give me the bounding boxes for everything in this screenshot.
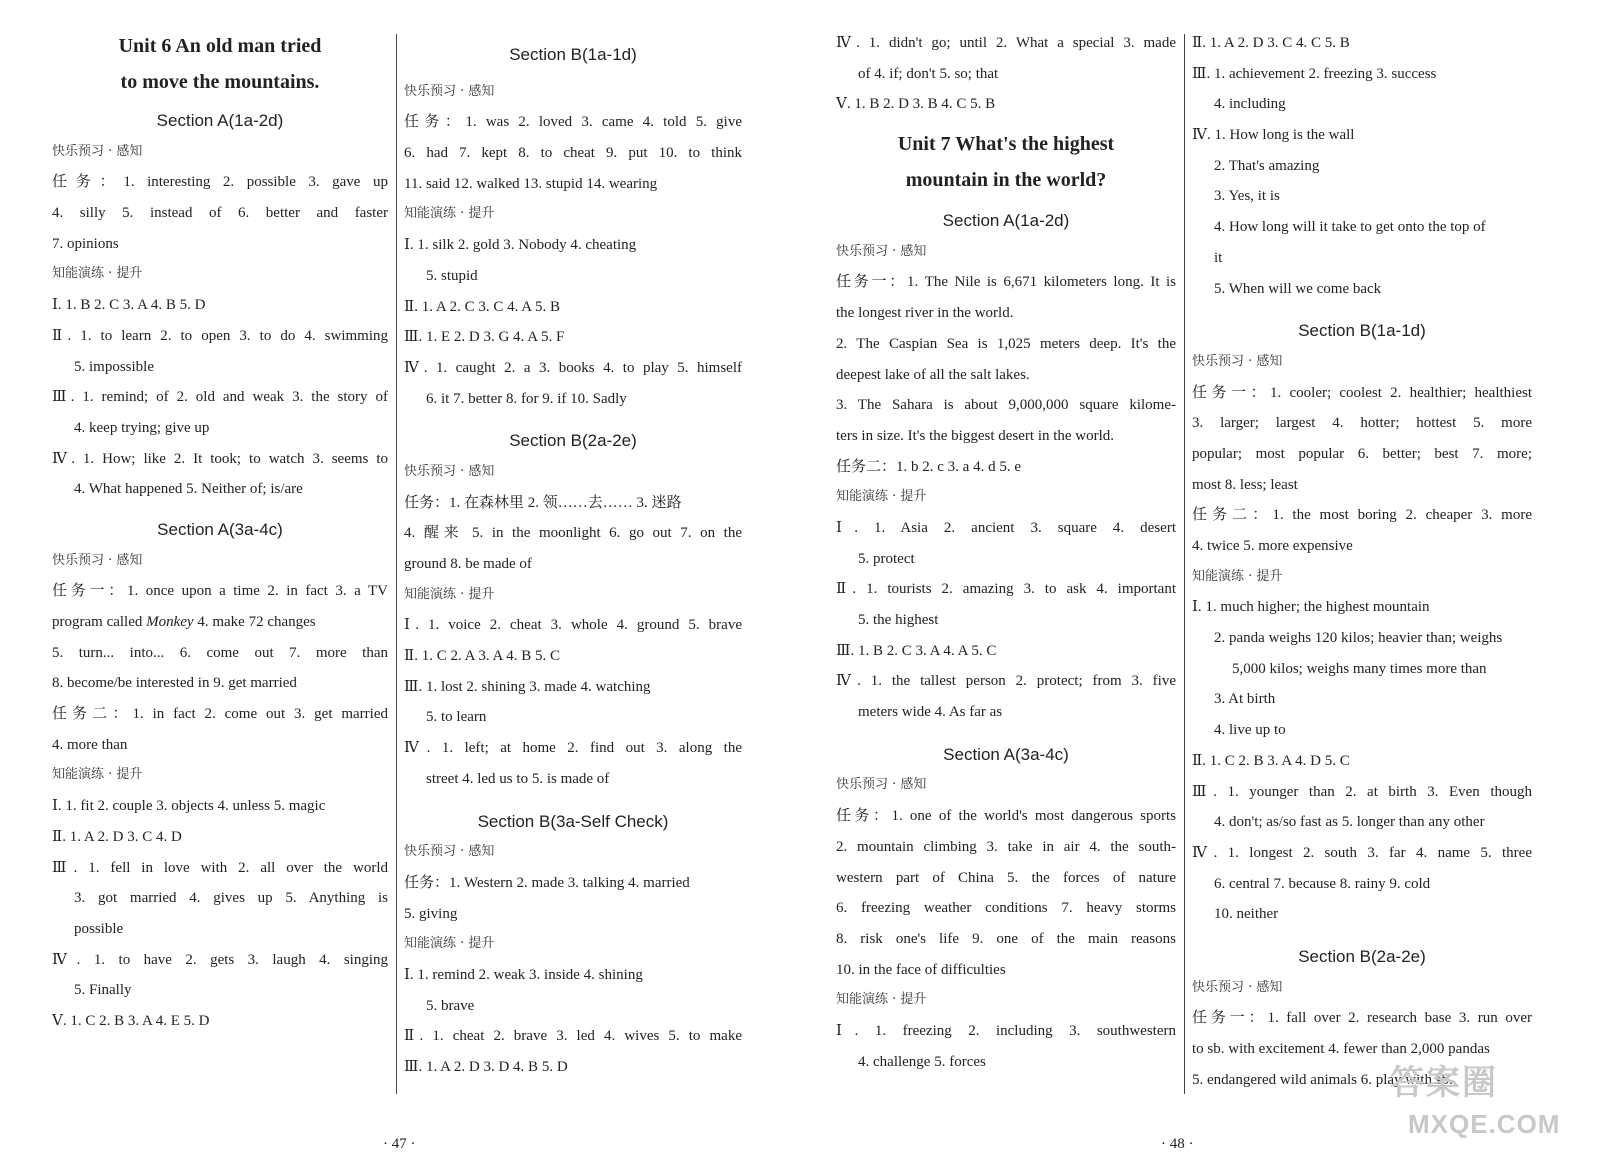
answer-line: Ⅱ. 1. A 2. D 3. C 4. C 5. B [1192,35,1350,51]
answer-line: 任务：1. interesting 2. possible 3. gave up [52,174,388,191]
answer-line: deepest lake of all the salt lakes. [836,366,1030,383]
section-heading: Section A(1a-2d) [942,211,1070,231]
answer-line: 任务：1. 在森林里 2. 领……去…… 3. 迷路 [404,494,682,511]
answer-line: 4. What happened 5. Neither of; is/are [74,481,303,498]
answer-line: to sb. with excitement 4. fewer than 2,000 pandas [1192,1041,1490,1057]
answer-line: 5. When will we come back [1214,280,1382,297]
answer-line: Ⅲ. 1. fell in love with 2. all over the world [52,859,388,876]
subheading-practice: 知能演练 · 提升 [52,266,143,282]
answer-line: Ⅳ. 1. the tallest person 2. protect; from 3. five [836,673,1176,690]
answer-line: Ⅳ. 1. How long is the wall [1192,127,1355,144]
answer-line: popular; most popular 6. better; best 7. more; [1192,445,1532,462]
answer-line: 11. said 12. walked 13. stupid 14. wearing [404,175,658,192]
answer-line: 8. risk one's life 9. one of the main reasons [836,930,1176,947]
answer-line: Ⅴ. 1. B 2. D 3. B 4. C 5. B [836,96,996,113]
subheading-practice: 知能演练 · 提升 [1192,568,1283,584]
answer-line: 5. to learn [426,709,487,726]
answer-line: 4. 醒来 5. in the moonlight 6. go out 7. on the [404,525,742,542]
answer-line: 3. larger; largest 4. hotter; hottest 5. more [1192,415,1532,432]
answer-line: Ⅰ. 1. silk 2. gold 3. Nobody 4. cheating [404,237,637,254]
answer-line: 4. challenge 5. forces [858,1053,986,1070]
watermark [1390,1055,1570,1155]
section-heading: Section B(1a-1d) [509,45,637,64]
answer-line: 3. Yes, it is [1214,188,1280,205]
answer-line: street 4. led us to 5. is made of [426,770,610,787]
answer-line: Ⅱ. 1. C 2. B 3. A 4. D 5. C [1192,752,1350,769]
answer-line: 5. giving [404,905,458,922]
answer-line: most 8. less; least [1192,476,1298,493]
subheading-practice: 知能演练 · 提升 [404,586,495,602]
answer-line: 4. live up to [1214,722,1286,739]
answer-line: Ⅳ. 1. longest 2. south 3. far 4. name 5. three [1192,844,1532,861]
answer-line: Ⅴ. 1. C 2. B 3. A 4. E 5. D [52,1012,210,1029]
subheading-practice: 知能演练 · 提升 [52,767,143,783]
answer-line: Ⅱ. 1. C 2. A 3. A 4. B 5. C [404,648,561,665]
answer-line: Ⅲ. 1. A 2. D 3. D 4. B 5. D [404,1059,568,1075]
column-4 [1192,28,1532,1095]
subheading-preview: 快乐预习 · 感知 [52,143,143,159]
answer-text: program called [52,614,147,630]
watermark-url: MXQE.COM [1408,1109,1561,1139]
answer-line: Ⅰ. 1. Asia 2. ancient 3. square 4. desert [836,519,1176,536]
answer-line: meters wide 4. As far as [858,704,1003,721]
unit-7-title-line2: mountain in the world? [905,169,1107,192]
answer-line: 5. endangered wild animals 6. play with sb. [1192,1071,1453,1088]
answer-line: 任务一：1. cooler; coolest 2. healthier; healthiest [1192,384,1532,401]
answer-line: 5. protect [858,550,915,567]
answer-line: 4. twice 5. more expensive [1192,538,1353,554]
page-number: · 47 · [383,1136,416,1152]
answer-line: 5. Finally [74,982,132,999]
column-1 [52,28,388,1037]
answer-line: Ⅳ. 1. to have 2. gets 3. laugh 4. singing [52,951,388,968]
answer-line: 10. in the face of difficulties [836,961,1006,978]
answer-line: Ⅱ. 1. cheat 2. brave 3. led 4. wives 5. to make [404,1028,742,1045]
answer-line: 任务二：1. in fact 2. come out 3. get married [52,706,388,723]
section-heading: Section B(1a-1d) [1298,321,1426,341]
answer-line: 2. The Caspian Sea is 1,025 meters deep. It's the [836,335,1176,352]
answer-line: 4. How long will it take to get onto the top of [1214,219,1486,236]
unit-6-title-line2: to move the mountains. [120,71,320,93]
page-number: · 48 · [1161,1136,1194,1152]
answer-line: 4. silly 5. instead of 6. better and faster [52,205,388,222]
answer-line: the longest river in the world. [836,305,1014,322]
subheading-practice: 知能演练 · 提升 [836,992,927,1008]
subheading-preview: 快乐预习 · 感知 [52,552,143,568]
answer-line: 7. opinions [52,235,119,252]
answer-line: 4. keep trying; give up [74,419,210,436]
unit-7-title-line1: Unit 7 What's the highest [897,133,1115,156]
answer-line: 2. That's amazing [1214,157,1320,174]
answer-text: 4. make 72 changes [193,614,316,630]
answer-line: 5. brave [426,997,475,1014]
answer-line: 6. it 7. better 8. for 9. if 10. Sadly [426,390,627,407]
answer-line: 6. freezing weather conditions 7. heavy storms [836,900,1176,917]
subheading-preview: 快乐预习 · 感知 [404,844,495,860]
answer-line: 5. impossible [74,358,155,375]
answer-line: Ⅳ. 1. left; at home 2. find out 3. along the [404,740,742,757]
answer-line: western part of China 5. the forces of nature [836,869,1176,886]
column-2 [404,28,742,1083]
answer-line: 4. including [1214,96,1286,113]
answer-line: ters in size. It's the biggest desert in the world. [836,427,1115,444]
answer-line: 2. panda weighs 120 kilos; heavier than; weighs [1214,630,1503,647]
answer-line: 4. don't; as/so fast as 5. longer than any other [1214,814,1485,831]
answer-line: 任务一：1. fall over 2. research base 3. run over [1192,1010,1532,1027]
answer-line: 任务：1. one of the world's most dangerous sports [836,808,1176,825]
answer-line: ground 8. be made of [404,556,532,572]
answer-line: 10. neither [1214,906,1279,923]
subheading-preview: 快乐预习 · 感知 [1192,353,1283,369]
subheading-preview: 快乐预习 · 感知 [1192,979,1283,995]
answer-line: 5. the highest [858,612,939,628]
answer-line: 任务一：1. The Nile is 6,671 kilometers long. It is [836,274,1176,291]
answer-line: Ⅲ. 1. younger than 2. at birth 3. Even though [1192,783,1532,800]
answer-line: Ⅱ. 1. A 2. C 3. C 4. A 5. B [404,298,561,315]
answer-line: Ⅰ. 1. B 2. C 3. A 4. B 5. D [52,297,206,314]
section-heading: Section B(2a-2e) [509,431,637,451]
answer-italic-title: Monkey [146,614,194,630]
answer-line: Ⅰ. 1. voice 2. cheat 3. whole 4. ground 5. brave [404,617,742,634]
answer-line: 3. The Sahara is about 9,000,000 square kilome- [836,397,1176,414]
answer-line: 5. stupid [426,267,478,284]
answer-line: Ⅲ. 1. E 2. D 3. G 4. A 5. F [404,329,565,346]
answer-line: 3. got married 4. gives up 5. Anything is [74,890,388,907]
section-heading: Section A(3a-4c) [943,744,1069,764]
answer-line: Ⅲ. 1. lost 2. shining 3. made 4. watching [404,678,651,695]
section-heading: Section A(3a-4c) [157,519,283,539]
answer-line: Ⅰ. 1. remind 2. weak 3. inside 4. shining [404,966,643,983]
answer-line: 任务：1. Western 2. made 3. talking 4. married [404,874,690,891]
column-divider [1184,34,1185,1094]
section-heading: Section A(1a-2d) [156,111,284,130]
subheading-practice: 知能演练 · 提升 [836,489,927,505]
answer-line: 任务二：1. the most boring 2. cheaper 3. more [1192,507,1532,524]
answer-line: Ⅲ. 1. achievement 2. freezing 3. success [1192,65,1437,82]
section-heading: Section B(2a-2e) [1298,946,1426,966]
answer-line: Ⅱ. 1. to learn 2. to open 3. to do 4. swimming [52,327,388,344]
answer-line: Ⅱ. 1. tourists 2. amazing 3. to ask 4. important [836,581,1176,598]
answer-line: Ⅱ. 1. A 2. D 3. C 4. D [52,828,182,845]
answer-line: Ⅰ. 1. much higher; the highest mountain [1192,599,1430,616]
subheading-preview: 快乐预习 · 感知 [404,463,495,479]
answer-line: Ⅳ. 1. How; like 2. It took; to watch 3. seems to [52,450,388,467]
answer-line: 3. At birth [1214,691,1276,708]
unit-6-title-line1: Unit 6 An old man tried [118,35,322,57]
subheading-practice: 知能演练 · 提升 [404,936,495,952]
column-divider [396,34,397,1094]
section-heading: Section B(3a-Self Check) [477,811,669,831]
answer-line: 任务二：1. b 2. c 3. a 4. d 5. e [836,458,1021,475]
answer-line: Ⅰ. 1. fit 2. couple 3. objects 4. unless 5. magic [52,798,326,815]
answer-line: 4. more than [52,736,128,753]
answer-line: 5. turn... into... 6. come out 7. more than [52,644,388,661]
answer-line: 2. mountain climbing 3. take in air 4. the south- [836,838,1176,855]
answer-line: of 4. if; don't 5. so; that [858,65,999,82]
answer-line: 任务：1. was 2. loved 3. came 4. told 5. give [404,114,742,131]
answer-line: 5,000 kilos; weighs many times more than [1232,660,1487,677]
subheading-preview: 快乐预习 · 感知 [836,777,927,793]
watermark-mark: 答案圈 [1390,1064,1498,1102]
subheading-preview: 快乐预习 · 感知 [836,243,927,259]
answer-line: 6. central 7. because 8. rainy 9. cold [1214,875,1431,892]
answer-line: it [1214,249,1223,266]
subheading-preview: 快乐预习 · 感知 [404,83,495,99]
answer-line: 任务一：1. once upon a time 2. in fact 3. a TV [52,583,388,600]
column-3 [836,28,1176,1077]
answer-line [52,607,388,638]
answer-line: 6. had 7. kept 8. to cheat 9. put 10. to think [404,145,742,162]
answer-line: Ⅳ. 1. didn't go; until 2. What a special 3. made [836,35,1176,51]
subheading-practice: 知能演练 · 提升 [404,206,495,222]
answer-line: Ⅰ. 1. freezing 2. including 3. southwestern [836,1022,1176,1039]
answer-line: Ⅳ. 1. caught 2. a 3. books 4. to play 5. himself [404,359,742,376]
answer-line: Ⅲ. 1. remind; of 2. old and weak 3. the story of [52,389,388,406]
answer-line: possible [74,920,124,937]
answer-line: Ⅲ. 1. B 2. C 3. A 4. A 5. C [836,642,997,659]
answer-line: 8. become/be interested in 9. get married [52,675,297,692]
